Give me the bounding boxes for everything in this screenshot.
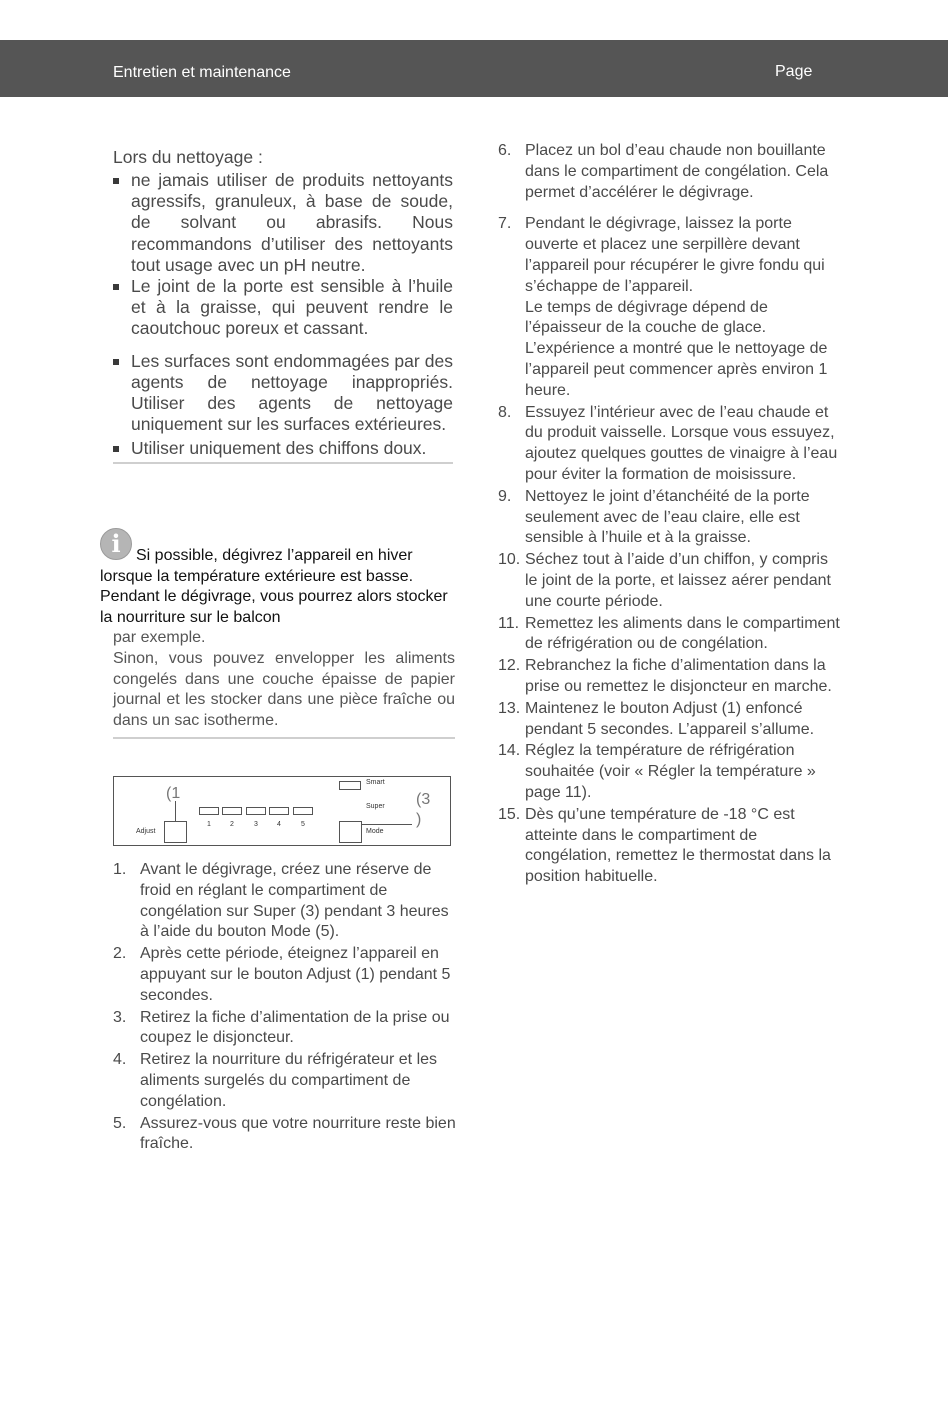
step-number: 6. (498, 142, 512, 159)
step-text: Essuyez l’intérieur avec de l’eau chaude et du produit vaisselle. Lorsque vous essuyez, ajoutez quelques gouttes de vinaigre à l’eau pour éviter la formation de moisissure. (525, 403, 838, 483)
defrost-steps-left (113, 860, 458, 1156)
cleaning-bullet (113, 276, 453, 340)
step-text: Dès qu’une température de -18 °C est atteinte dans le compartiment de congélation, remettez le thermostat dans la position habituelle. (525, 805, 831, 886)
step-text: Séchez tout à l’aide d’un chiffon, y compris le joint de la porte, et laissez aérer pendant une courte période. (525, 551, 831, 610)
callout-adjust: (1 (166, 785, 181, 802)
level-number: 5 (301, 821, 305, 828)
bullet-text: Les surfaces sont endommagées par des agents de nettoyage inappropriés. Utiliser des agents de nettoyage uniquement sur les surfaces extérieures. (131, 350, 453, 435)
step-extra-text: Le temps de dégivrage dépend de l’épaisseur de la couche de glace. L’expérience a montré que le nettoyage de l’appareil peut commencer après environ 1 heure. (525, 298, 828, 399)
divider (113, 462, 453, 464)
cleaning-bullet (113, 170, 453, 276)
list-item (498, 214, 843, 401)
list-item (113, 1008, 458, 1050)
bullet-text: Le joint de la porte est sensible à l’huile et à la graisse, qui peuvent rendre le caoutchouc poreux et cassant. (131, 276, 453, 339)
list-item (113, 860, 458, 943)
step-number: 3. (113, 1008, 127, 1026)
bullet-square-icon (113, 446, 119, 452)
cleaning-bullet (113, 351, 453, 436)
step-text: Avant le dégivrage, créez une réserve de froid en réglant le compartiment de congélation sur Super (3) pendant 3 heures à l’aide du bouton Mode (5). (140, 861, 449, 941)
level-number: 3 (254, 821, 258, 828)
info-note (100, 528, 455, 739)
note-rest (113, 628, 455, 739)
step-number: 15. (498, 805, 521, 823)
leader-line (175, 801, 176, 821)
step-text: Après cette période, éteignez l’appareil en appuyant sur le bouton Adjust (1) pendant 5 secondes. (140, 945, 451, 1004)
list-item (498, 550, 843, 612)
bullet-text: ne jamais utiliser de produits nettoyants agressifs, granuleux, à base de soude, de solvant ou abrasifs. Nous recommandons d’utiliser des nettoyants tout usage avec un pH neutre. (131, 170, 453, 275)
step-number: 14. (498, 742, 521, 760)
super-label: Super (366, 803, 385, 810)
list-item (498, 141, 843, 203)
step-number: 2. (113, 945, 127, 963)
bullet-square-icon (113, 284, 119, 290)
step-number: 13. (498, 699, 521, 717)
step-number: 11. (498, 614, 520, 632)
step-number: 7. (498, 215, 512, 233)
list-item (498, 614, 843, 656)
note-extra: Sinon, vous pouvez envelopper les aliments congelés dans une couche épaisse de papier journal et les stocker dans une pièce fraîche ou dans un sac isotherme. (113, 649, 455, 730)
step-number: 1. (113, 861, 127, 878)
level-segment (269, 807, 289, 815)
step-number: 9. (498, 487, 512, 505)
level-number: 2 (230, 821, 234, 828)
list-item (498, 699, 843, 741)
note-continuation: par exemple. (113, 629, 206, 646)
level-number: 4 (277, 821, 281, 828)
list-item (113, 1114, 458, 1156)
bullet-text: Utiliser uniquement des chiffons doux. (131, 438, 427, 459)
list-item (498, 403, 843, 486)
leader-line (362, 824, 412, 825)
divider (113, 737, 455, 739)
step-text: Réglez la température de réfrigération souhaitée (voir « Régler la température » page 11). (525, 742, 816, 801)
adjust-label: Adjust (136, 828, 156, 835)
step-text: Rebranchez la fiche d’alimentation dans la prise ou remettez le disjoncteur en marche. (525, 657, 832, 695)
list-item (498, 656, 843, 698)
leader-line (339, 776, 411, 777)
callout-super: (3 ) (416, 791, 431, 828)
info-icon: i (100, 528, 132, 560)
step-text: Retirez la nourriture du réfrigérateur et les aliments surgelés du compartiment de congélation. (140, 1051, 438, 1110)
level-segment (199, 807, 219, 815)
step-number: 10. (498, 551, 521, 569)
step-text: Placez un bol d’eau chaude non bouillante dans le compartiment de congélation. Cela permet d’accélérer le dégivrage. (525, 142, 829, 201)
note-main-text: Si possible, dégivrez l’appareil en hiver lorsque la température extérieure est basse. Pendant le dégivrage, vous pourrez alors stocker la nourriture sur le balcon (100, 547, 448, 626)
mode-label: Mode (366, 828, 384, 835)
level-segment (246, 807, 266, 815)
step-text: Pendant le dégivrage, laissez la porte ouverte et placez une serpillère devant l’appareil pour récupérer le givre fondu qui s’échappe de l’appareil. (525, 215, 825, 295)
step-text: Remettez les aliments dans le compartiment de réfrigération ou de congélation. (525, 614, 840, 653)
cleaning-bullets (113, 170, 453, 460)
level-segment (222, 807, 242, 815)
control-panel-diagram (113, 776, 451, 846)
list-item (113, 944, 458, 1006)
list-item (498, 487, 843, 549)
step-number: 8. (498, 403, 512, 421)
defrost-steps-right (498, 141, 843, 889)
list-item (113, 1050, 458, 1112)
level-number: 1 (207, 821, 211, 828)
step-text: Nettoyez le joint d’étanchéité de la porte seulement avec de l’eau claire, elle est sensible à l’huile et à la graisse. (525, 487, 810, 547)
page-header (0, 40, 948, 97)
bullet-square-icon (113, 359, 119, 365)
bullet-square-icon (113, 178, 119, 184)
adjust-button-shape (164, 821, 187, 843)
mode-button-shape (339, 821, 362, 843)
smart-indicator-shape (339, 781, 361, 790)
step-text: Assurez-vous que votre nourriture reste bien fraîche. (140, 1114, 456, 1153)
section-title: Entretien et maintenance (113, 64, 291, 81)
smart-label: Smart (366, 779, 385, 786)
step-number: 4. (113, 1051, 127, 1069)
cleaning-bullet (113, 438, 453, 459)
step-text: Retirez la fiche d’alimentation de la prise ou coupez le disjoncteur. (140, 1008, 450, 1047)
cleaning-section (113, 146, 453, 464)
level-segment (293, 807, 313, 815)
step-number: 12. (498, 657, 521, 675)
list-item (498, 805, 843, 888)
step-number: 5. (113, 1114, 127, 1132)
list-item (498, 741, 843, 803)
page-label: Page (775, 63, 813, 80)
step-text: Maintenez le bouton Adjust (1) enfoncé pendant 5 secondes. L’appareil s’allume. (525, 699, 815, 738)
cleaning-intro: Lors du nettoyage : (113, 147, 263, 167)
